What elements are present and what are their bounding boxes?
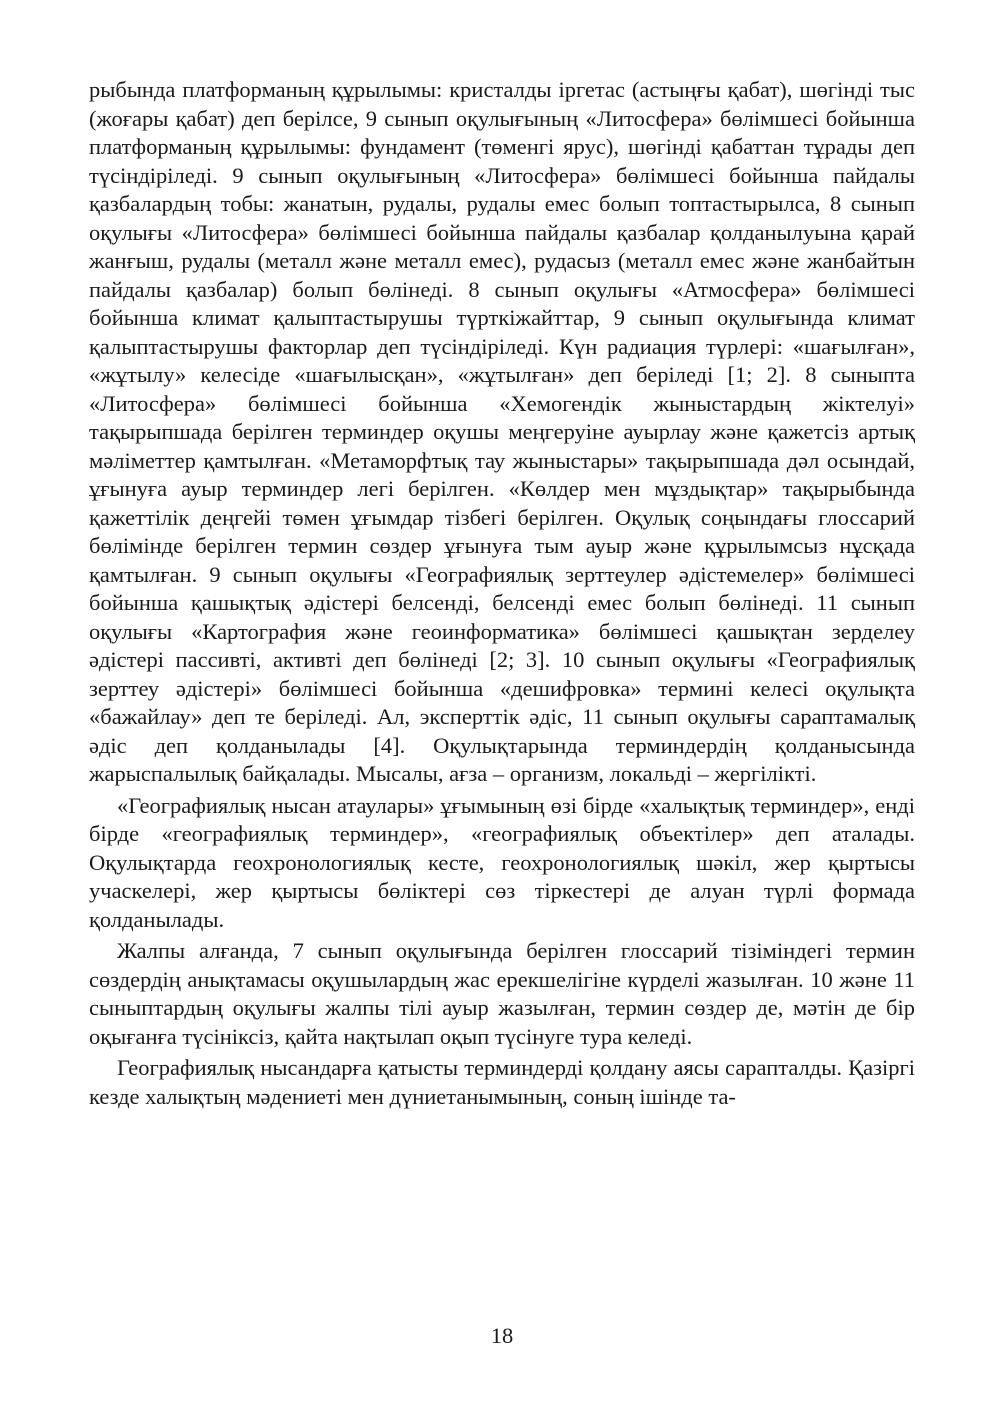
paragraph-2: «Географиялық нысан атаулары» ұғымының өзі бірде «халықтық терминдер», енді бірде «географиялық терминдер», «географиялық объектілер» деп аталады. Оқулықтарда геохронологиялық кесте, геохронологиялық шәкіл, жер қыртысы учаскелері, жер қыртысы бөліктері сөз тіркестері де алуан түрлі формада қолданылады. [89,792,915,932]
paragraph-1: рыбында платформаның құрылымы: кристалды іргетас (астыңғы қабат), шөгінді тыс (жоғары қабат) деп берілсе, 9 сынып оқулығының «Литосфера» бөлімшесі бойынша платформаның құрылымы: фундамент (төменгі ярус), шөгінді қабаттан тұрады деп түсіндіріледі. 9 сынып оқулығының «Литосфера» бөлімшесі бойынша пайдалы қазбалардың тобы: жанатын, рудалы, рудалы емес болып топтастырылса, 8 сынып оқулығы «Литосфера» бөлімшесі бойынша пайдалы қазбалар қолданылуына қарай жанғыш, рудалы (металл және металл емес), рудасыз (металл емес және жанбайтын пайдалы қазбалар) болып бөлінеді. 8 сынып оқулығы «Атмосфера» бөлімшесі бойынша климат қалыптастырушы түрткіжайттар, 9 сынып оқулығында климат қалыптастырушы факторлар деп түсіндіріледі. Күн радиация түрлері: «шағылған», «жұтылу» келесіде «шағылысқан», «жұтылған» деп беріледі [1; 2]. 8 сыныпта «Литосфера» бөлімшесі бойынша «Хемогендік жыныстардың жіктелуі» тақырыпшада берілген терминдер оқушы меңгеруіне ауырлау және қажетсіз артық мәліметтер қамтылған. «Метаморфтық тау жыныстары» тақырыпшада дәл осындай, ұғынуға ауыр терминдер легі берілген. «Көлдер мен мұздықтар» тақырыбында қажеттілік деңгейі төмен ұғымдар тізбегі берілген. Оқулық соңындағы глоссарий бөлімінде берілген термин сөздер ұғынуға тым ауыр және құрылымсыз нұсқада қамтылған. 9 сынып оқулығы «Географиялық зерттеулер әдістемелер» бөлімшесі бойынша қашықтық әдістері белсенді, белсенді емес болып бөлінеді. 11 сынып оқулығы «Картография және геоинформатика» бөлімшесі қашықтан зерделеу әдістері пассивті, активті деп бөлінеді [2; 3]. 10 сынып оқулығы «Географиялық зерттеу әдістері» бөлімшесі бойынша «дешифровка» термині келесі оқулықта «бажайлау» деп те беріледі. Ал, эксперттік әдіс, 11 сынып оқулығы сараптамалық әдіс деп қолданылады [4]. Оқулықтарында терминдердің қолданысында жарыспалылық байқалады. Мысалы, ағза – организм, локальді – жергілікті. [89,77,915,786]
page-number: 18 [490,1323,514,1348]
paragraph-4: Географиялық нысандарға қатысты терминдерді қолдану аясы сарапталды. Қазіргі кезде халықтың мәдениеті мен дүниетанымының, соның ішінде та- [89,1055,915,1109]
page-body [89,76,915,1111]
paragraph-3: Жалпы алғанда, 7 сынып оқулығында берілген глоссарий тізіміндeгі термин сөздердің анықтамасы оқушылардың жас ерекшелігіне күрделі жазылған. 10 және 11 сыныптардың оқулығы жалпы тілі ауыр жазылған, термин сөздер де, мәтін де бір оқығанға түсініксіз, қайта нақтылап оқып түсінуге тура келеді. [89,938,915,1049]
